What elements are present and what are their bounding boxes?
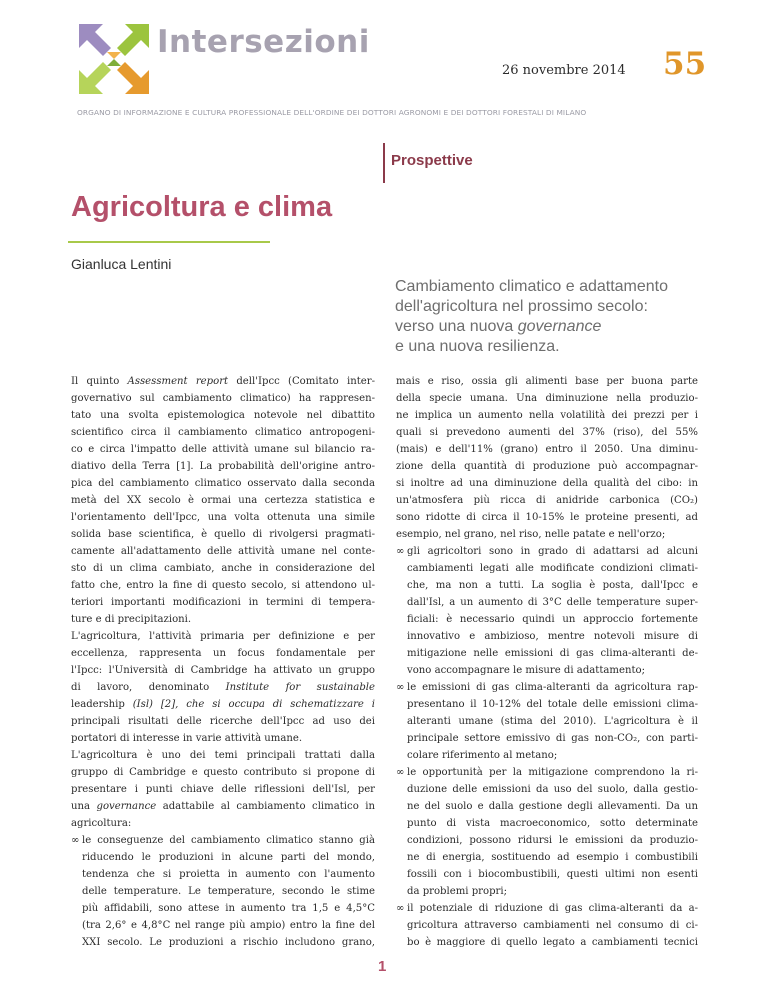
text-line: un'atmosfera più ricca di anidride carbonica (CO₂)	[396, 495, 698, 506]
text-line: da problemi propri;	[407, 886, 508, 897]
text-line: gruppo di Cambridge e questo contributo si propone di	[71, 767, 375, 778]
text-line: ∞ le opportunità per la mitigazione comprendono la ri-	[396, 767, 698, 778]
article-author: Gianluca Lentini	[71, 256, 172, 272]
text-line: camente all'adattamento delle attività umane nel conte-	[71, 546, 375, 557]
text-line: pica del cambiamento climatico osservato dalla seconda	[71, 478, 375, 489]
text-line: innovativo e ambizioso, mentre notevoli misure di	[407, 631, 698, 642]
text-line: (mais) e dell'11% (grano) entro il 2050. Una diminu-	[396, 444, 698, 455]
abstract-line: Cambiamento climatico e adattamento	[395, 278, 669, 295]
page-number: 1	[378, 958, 387, 975]
text-line: metà del XX secolo è ormai una certezza statistica e	[71, 495, 375, 506]
issue-date: 26 novembre 2014	[502, 63, 626, 78]
brand-title: Intersezioni	[157, 24, 370, 60]
text-line: di lavoro, denominato Institute for sustainable	[71, 682, 375, 693]
text-line: fossili con i biocombustibili, questi ultimi non esenti	[407, 869, 698, 880]
text-line: mais e riso, ossia gli alimenti base per buona parte	[396, 376, 698, 387]
abstract-line: verso una nuova governance	[395, 318, 602, 335]
text-line: punto di vista macroeconomico, sotto determinate	[407, 818, 698, 829]
text-line: leadership (Isl) [2], che si occupa di schematizzare i	[71, 699, 375, 710]
text-line: cambiamenti legati alle modificate condizioni climati-	[407, 563, 698, 574]
text-line: mitigazione nelle emissioni di gas clima-alteranti de-	[407, 648, 698, 659]
section-label: Prospettive	[391, 152, 473, 169]
text-line: esempio, nel grano, nel riso, nelle patate e nell'orzo;	[396, 529, 666, 540]
text-line: della specie umana. Una diminuzione nella produzio-	[396, 393, 698, 404]
text-line: principale settore emissivo di gas non-CO₂, con parti-	[407, 733, 698, 744]
text-line: L'agricoltura, l'attività primaria per definizione e per	[71, 631, 375, 642]
abstract-line: dell'agricoltura nel prossimo secolo:	[395, 298, 648, 315]
text-line: ne di energia, sostituendo ad esempio i combustibili	[407, 852, 698, 863]
text-line: quali si prevedono aumenti del 37% (riso), del 55%	[396, 427, 698, 438]
text-line: portatori di interesse in varie attività umane.	[71, 733, 303, 744]
text-line: ∞ gli agricoltori sono in grado di adattarsi ad alcuni	[396, 546, 698, 557]
text-line: più affidabili, sono attese in aumento tra 1,5 e 4,5°C	[82, 903, 375, 914]
article-abstract	[395, 277, 715, 357]
text-line: si inoltre ad una diminuzione della qualità del cibo: in	[396, 478, 698, 489]
text-line: XXI secolo. Le produzioni a rischio includono grano,	[82, 937, 375, 948]
text-line: vono accompagnare le misure di adattamento;	[407, 665, 646, 676]
publication-subtitle: ORGANO DI INFORMAZIONE E CULTURA PROFESSIONALE DELL'ORDINE DEI DOTTORI AGRONOMI E DEI DOTTORI FORESTALI DI MILANO	[77, 108, 587, 117]
text-line: eccellenza, rappresenta un focus fondamentale per	[71, 648, 375, 659]
text-line: presentano il 10-12% del totale delle emissioni clima-	[407, 699, 698, 710]
text-line: che, ma non a tutti. La soglia è posta, dall'Ipcc e	[407, 580, 698, 591]
text-line: ficiali: è necessario quindi un approccio fortemente	[407, 614, 698, 625]
text-line: tato una svolta epistemologica notevole nel dibattito	[71, 410, 375, 421]
text-line: solida base scientifica, è quello di rivolgersi pragmati-	[71, 529, 375, 540]
text-line: teriori importanti modificazioni in termini di tempera-	[71, 597, 375, 608]
title-underline	[68, 241, 270, 243]
text-line: gricoltura attraverso cambiamenti nel consumo di ci-	[407, 920, 698, 931]
text-line: alteranti umane (stima del 2010). L'agricoltura è il	[407, 716, 698, 727]
text-line: duzione delle emissioni da uso del suolo, dalla gestio-	[407, 784, 698, 795]
intersezioni-logo-icon	[77, 22, 151, 96]
section-divider	[383, 143, 385, 183]
text-line: ∞ le conseguenze del cambiamento climatico stanno già	[71, 835, 375, 846]
body-column-left	[71, 373, 375, 951]
text-line: ne del suolo e dalla gestione degli allevamenti. Da un	[407, 801, 698, 812]
text-line: scientifico circa il cambiamento climatico antropogeni-	[71, 427, 375, 438]
text-line: diativo della Terra [1]. La probabilità dell'origine antro-	[71, 461, 375, 472]
text-line: ture e di precipitazioni.	[71, 614, 192, 625]
abstract-line: e una nuova resilienza.	[395, 338, 560, 355]
text-line: zione della quantità di produzione può accompagnar-	[396, 461, 698, 472]
text-line: co e circa l'impatto delle attività umane sul bilancio ra-	[71, 444, 375, 455]
text-line: colare riferimento al metano;	[407, 750, 558, 761]
text-line: sto di un clima cambiato, anche in considerazione del	[71, 563, 375, 574]
text-line: l'orientamento dell'Ipcc, una volta ottenuta una simile	[71, 512, 375, 523]
text-line: principali risultati delle ricerche dell'Ipcc ad uso dei	[71, 716, 375, 727]
text-line: ∞ il potenziale di riduzione di gas clima-alteranti da a-	[396, 903, 698, 914]
body-column-right	[396, 373, 698, 951]
text-line: governativo sul cambiamento climatico) ha rappresen-	[71, 393, 375, 404]
text-line: bo è maggiore di quello legato a cambiamenti tecnici	[407, 937, 698, 948]
text-line: presentare i punti chiave delle riflessioni dell'Isl, per	[71, 784, 375, 795]
text-line: l'Ipcc: l'Università di Cambridge ha attivato un gruppo	[71, 665, 375, 676]
text-line: delle temperature. Le temperature, secondo le stime	[82, 886, 375, 897]
text-line: (tra 2,6° e 4,8°C nel range più ampio) entro la fine del	[82, 920, 375, 931]
text-line: fatto che, entro la fine di questo secolo, si attendono ul-	[71, 580, 375, 591]
text-line: dall'Isl, a un aumento di 3°C delle temperature super-	[407, 597, 698, 608]
text-line: Il quinto Assessment report dell'Ipcc (Comitato inter-	[71, 376, 375, 387]
article-title: Agricoltura e clima	[71, 191, 333, 223]
text-line: tendenza che si proietta in aumento con l'aumento	[82, 869, 375, 880]
issue-number: 55	[663, 46, 707, 82]
text-line: condizioni, possono ridursi le emissioni da produzio-	[407, 835, 698, 846]
text-line: ∞ le emissioni di gas clima-alteranti da agricoltura rap-	[396, 682, 698, 693]
text-line: agricoltura:	[71, 818, 132, 829]
text-line: sono ridotte di circa il 10-15% le proteine presenti, ad	[396, 512, 698, 523]
text-line: riducendo le produzioni in alcune parti del mondo,	[82, 852, 375, 863]
text-line: L'agricoltura è uno dei temi principali trattati dalla	[71, 750, 375, 761]
text-line: una governance adattabile al cambiamento climatico in	[71, 801, 375, 812]
text-line: ne implica un aumento nella volatilità dei prezzi per i	[396, 410, 698, 421]
